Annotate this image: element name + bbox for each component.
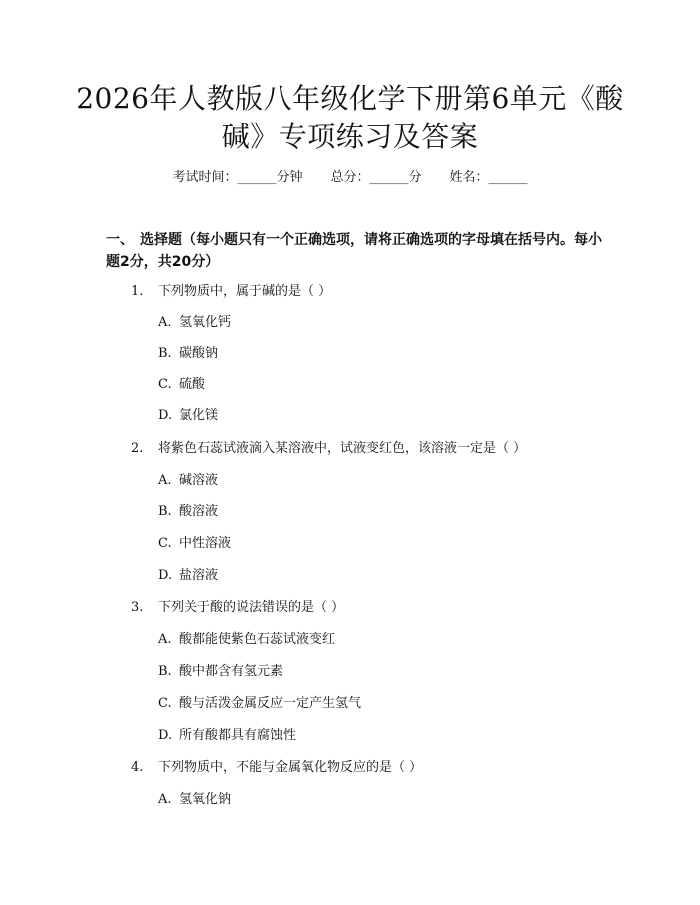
question-number: 4. xyxy=(131,760,144,775)
exam-time: 考试时间：______分钟 xyxy=(172,170,303,185)
exam-score: 总分：______分 xyxy=(330,170,422,185)
option-label: B. xyxy=(158,346,172,361)
question-text: 下列物质中，不能与金属氧化物反应的是（ ） xyxy=(158,760,423,775)
option-text: 碳酸钠 xyxy=(179,346,219,361)
option-1a xyxy=(158,314,231,332)
option-3d xyxy=(158,727,296,745)
question-4 xyxy=(131,759,422,777)
option-3c xyxy=(158,695,361,713)
title-line-2: 碱》专项练习及答案 xyxy=(221,120,479,153)
exam-info xyxy=(0,169,700,187)
option-text: 中性溶液 xyxy=(179,536,232,551)
option-3b xyxy=(158,663,283,681)
option-2a xyxy=(158,472,218,490)
option-text: 酸溶液 xyxy=(179,504,219,519)
option-1d xyxy=(158,407,218,425)
option-4a xyxy=(158,791,231,809)
option-1c xyxy=(158,376,205,394)
option-label: C. xyxy=(158,377,172,392)
option-label: C. xyxy=(158,696,172,711)
question-text: 将紫色石蕊试液滴入某溶液中，试液变红色，该溶液一定是（ ） xyxy=(158,441,527,456)
option-label: D. xyxy=(158,568,173,583)
option-label: A. xyxy=(158,792,172,807)
title-line-1: 2026年人教版八年级化学下册第6单元《酸 xyxy=(76,82,624,115)
section-heading xyxy=(106,229,606,273)
option-text: 氯化镁 xyxy=(179,408,219,423)
option-label: A. xyxy=(158,632,172,647)
option-text: 盐溶液 xyxy=(179,568,219,583)
option-2c xyxy=(158,535,231,553)
question-1 xyxy=(131,283,331,301)
option-label: B. xyxy=(158,664,172,679)
option-2d xyxy=(158,567,218,585)
option-text: 氢氧化钠 xyxy=(179,792,232,807)
question-text: 下列关于酸的说法错误的是（ ） xyxy=(158,600,345,615)
student-name: 姓名：______ xyxy=(449,170,528,185)
option-label: C. xyxy=(158,536,172,551)
section-text: 选择题（每小题只有一个正确选项，请将正确选项的字母填在括号内。每小题2分，共20分） xyxy=(106,232,602,270)
section-number: 一、 xyxy=(106,232,134,248)
option-1b xyxy=(158,345,218,363)
question-3 xyxy=(131,599,344,617)
option-label: A. xyxy=(158,315,172,330)
option-text: 硫酸 xyxy=(179,377,206,392)
question-2 xyxy=(131,440,526,458)
option-text: 氢氧化钙 xyxy=(179,315,232,330)
option-text: 酸中都含有氢元素 xyxy=(179,664,284,679)
question-number: 3. xyxy=(131,600,144,615)
option-label: D. xyxy=(158,408,173,423)
option-label: B. xyxy=(158,504,172,519)
option-label: A. xyxy=(158,473,172,488)
option-text: 所有酸都具有腐蚀性 xyxy=(179,728,297,743)
option-2b xyxy=(158,503,218,521)
option-label: D. xyxy=(158,728,173,743)
option-text: 碱溶液 xyxy=(179,473,219,488)
option-text: 酸与活泼金属反应一定产生氢气 xyxy=(179,696,362,711)
question-number: 1. xyxy=(131,284,144,299)
option-3a xyxy=(158,631,335,649)
question-text: 下列物质中，属于碱的是（ ） xyxy=(158,284,332,299)
question-number: 2. xyxy=(131,441,144,456)
page-title xyxy=(70,80,630,156)
option-text: 酸都能使紫色石蕊试液变红 xyxy=(179,632,336,647)
